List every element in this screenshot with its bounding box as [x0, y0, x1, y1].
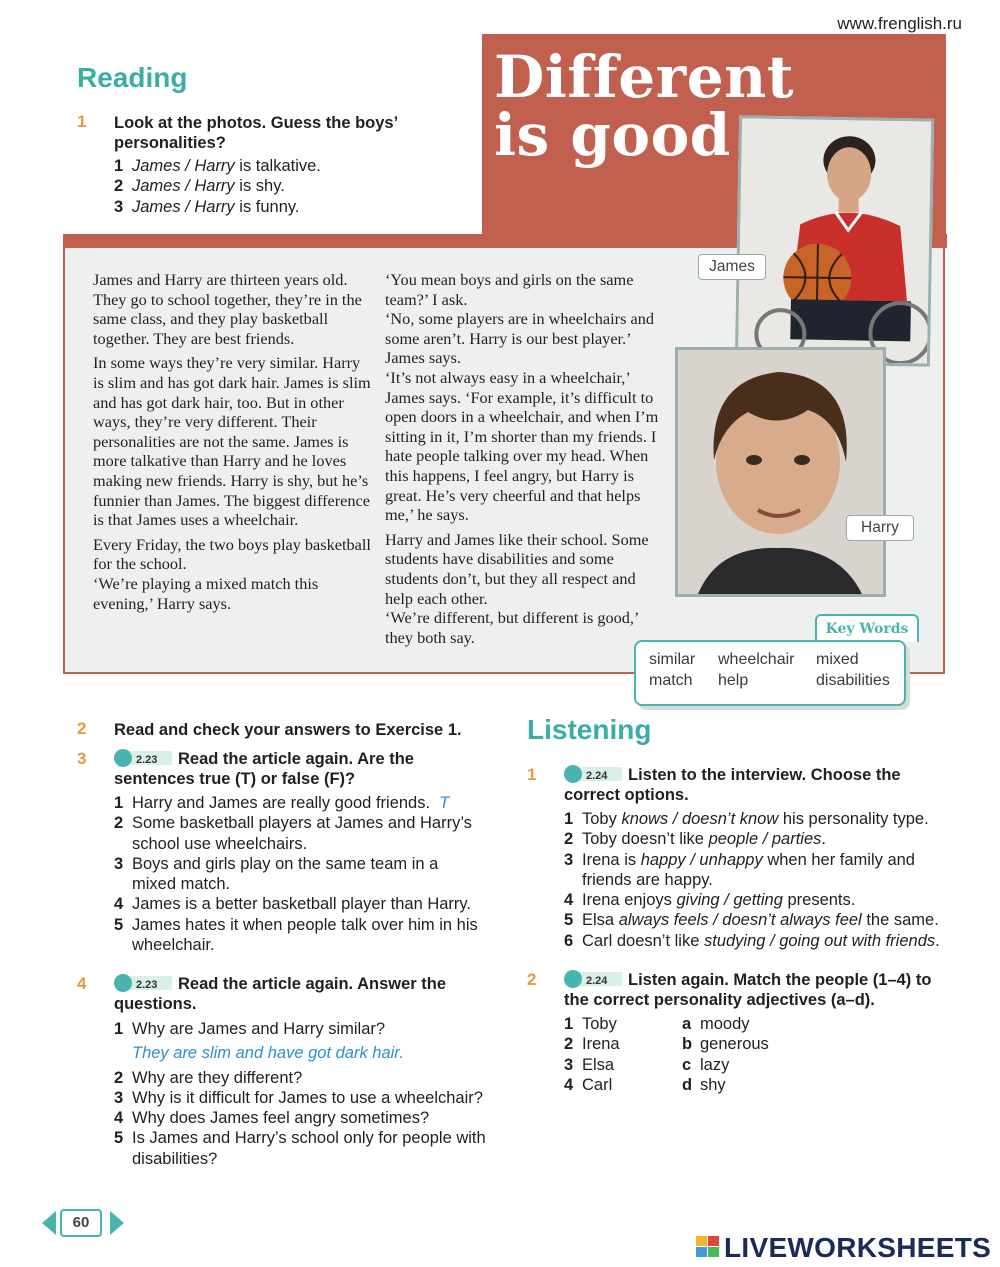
- list-item: 1 Toby knows / doesn’t know his personality type.: [564, 810, 929, 828]
- key-word: help: [718, 672, 749, 689]
- exercise-3-list: [114, 793, 484, 955]
- photo-label-harry: Harry: [846, 515, 914, 541]
- listening-heading: Listening: [527, 714, 652, 745]
- exercise-number: 4: [77, 974, 87, 993]
- list-item: 1 Toby: [564, 1015, 617, 1033]
- list-item: 3 Boys and girls play on the same team in a mixed match.: [114, 854, 439, 894]
- list-item: 3 Irena is happy / unhappy when her family and friends are happy.: [564, 850, 915, 889]
- list-item: 5 James hates it when people talk over him in his wheelchair.: [114, 915, 478, 955]
- exercise-3-instruction: 2.23 Read the article again. Are the sentences true (T) or false (F)?: [114, 750, 414, 788]
- play-icon: [564, 765, 582, 783]
- list-item: 1 Harry and James are really good friends. T: [114, 794, 450, 812]
- list-item: 2 Irena: [564, 1035, 620, 1054]
- reading-heading: Reading: [77, 62, 188, 93]
- list-item: b generous: [682, 1035, 769, 1054]
- article-column-2: [385, 270, 663, 652]
- exercise-number: 2: [77, 719, 87, 738]
- key-word: wheelchair: [718, 651, 795, 668]
- boy-in-wheelchair-illustration: [738, 118, 931, 363]
- answer-field[interactable]: T: [439, 794, 450, 812]
- list-item: 2 Some basketball players at James and Harry’s school use wheelchairs.: [114, 814, 472, 853]
- photo-label-james: James: [698, 254, 766, 280]
- boy-portrait-illustration: [678, 350, 883, 594]
- list-item: 6 Carl doesn’t like studying / going out with friends.: [564, 931, 940, 950]
- article-paragraph: Harry and James like their school. Some students have disabilities and some students don’t, but they all respect and help each other. ‘We’re different, but different is good,’ they both say.: [385, 529, 649, 647]
- page-number: 60: [60, 1209, 102, 1237]
- listening-1-instruction: 2.24 Listen to the interview. Choose the correct options.: [564, 766, 901, 804]
- option-choice[interactable]: James / Harry: [132, 157, 235, 175]
- audio-track-button[interactable]: 2.24: [564, 970, 622, 988]
- exercise-1-list: [114, 156, 444, 217]
- exercise-number: 3: [77, 749, 87, 768]
- option-choice[interactable]: James / Harry: [132, 177, 235, 196]
- liveworksheets-logo-icon: [696, 1236, 720, 1258]
- listening-1-list: [564, 809, 944, 951]
- option-choice[interactable]: knows / doesn’t know: [621, 810, 779, 828]
- list-item: 4 James is a better basketball player than Harry.: [114, 895, 472, 914]
- james-photo: [735, 115, 934, 366]
- list-item: c lazy: [682, 1055, 730, 1074]
- exercise-number: 1: [77, 112, 87, 131]
- list-item: 3 Elsa: [564, 1055, 615, 1074]
- exercise-instruction: Read and check your answers to Exercise 1.: [114, 721, 462, 739]
- article-title-line1: Different: [494, 43, 795, 111]
- list-item: 4 Why does James feel angry sometimes?: [114, 1109, 430, 1128]
- audio-track-button[interactable]: 2.23: [114, 749, 172, 767]
- harry-photo: [675, 347, 886, 597]
- key-word: disabilities: [816, 672, 890, 689]
- article-paragraph: Every Friday, the two boys play basketball for the school. ‘We’re playing a mixed match this evening,’ Harry says.: [93, 534, 371, 613]
- key-word: mixed: [816, 651, 859, 668]
- article-title-line2: is good: [494, 101, 731, 169]
- list-item: 3 James / Harry is funny.: [114, 197, 300, 216]
- list-item: 4 Carl: [564, 1075, 613, 1094]
- exercise-4-list: [114, 1019, 494, 1169]
- option-choice[interactable]: studying / going out with friends: [703, 931, 936, 950]
- adjectives-list: [682, 1014, 822, 1095]
- next-page-icon[interactable]: [108, 1210, 126, 1236]
- list-item: 2 Toby doesn’t like people / parties.: [564, 830, 826, 849]
- list-item: 1 Why are James and Harry similar?: [114, 1020, 386, 1038]
- listening-2-instruction: 2.24 Listen again. Match the people (1–4) to the correct personality adjectives (a–d).: [564, 971, 932, 1009]
- audio-track-button[interactable]: 2.24: [564, 765, 622, 783]
- option-choice[interactable]: people / parties: [708, 830, 822, 849]
- option-choice[interactable]: giving / getting: [676, 891, 783, 910]
- list-item: 1 James / Harry is talkative.: [114, 157, 321, 175]
- list-item: 5 Is James and Harry’s school only for people with disabilities?: [114, 1129, 486, 1168]
- brand-name: LIVEWORKSHEETS: [724, 1232, 992, 1263]
- key-words-box: [634, 640, 906, 706]
- article-paragraph: ‘You mean boys and girls on the same team?’ I ask. ‘No, some players are in wheelchairs and some aren’t. Harry is our best player.’ James says. ‘It’s not always easy in a wheelchair,’ James says. ‘For example, it’s difficult to open doors in a wheelchair, and when I’m sitting in it, I’m shorter than my friends. I hate people talking over my head. When this happens, I feel angry, but Harry is great. He’s very cheerful and that helps me,’ he says.: [385, 270, 659, 525]
- exercise-instruction: Look at the photos. Guess the boys’ personalities?: [114, 114, 398, 152]
- option-choice[interactable]: always feels / doesn’t always feel: [618, 911, 862, 930]
- article-paragraph: In some ways they’re very similar. Harry is slim and has got dark hair. James is slim and has got dark hair, too. But in other ways, they’re very different. Their personalities are not the same. James is more talkative than Harry and he loves making new friends. Harry is shy, but he’s funnier than James. The biggest difference is that James uses a wheelchair.: [93, 353, 371, 530]
- answer-field[interactable]: They are slim and have got dark hair.: [132, 1044, 404, 1063]
- key-word: similar: [649, 651, 696, 668]
- play-icon: [114, 749, 132, 767]
- article-column-1: [93, 270, 371, 618]
- previous-page-icon[interactable]: [40, 1210, 58, 1236]
- exercise-4-instruction: 2.23 Read the article again. Answer the questions.: [114, 975, 447, 1013]
- option-choice[interactable]: happy / unhappy: [640, 850, 763, 869]
- audio-track-button[interactable]: 2.23: [114, 974, 172, 992]
- exercise-number: 1: [527, 765, 537, 784]
- option-choice[interactable]: James / Harry: [132, 197, 235, 216]
- people-list: [564, 1014, 674, 1095]
- list-item: a moody: [682, 1015, 750, 1033]
- play-icon: [114, 974, 132, 992]
- list-item: d shy: [682, 1075, 726, 1094]
- list-item: 2 Why are they different?: [114, 1068, 303, 1087]
- list-item: 5 Elsa always feels / doesn’t always feel the same.: [564, 911, 939, 930]
- site-url: www.frenglish.ru: [837, 14, 962, 33]
- exercise-number: 2: [527, 970, 537, 989]
- list-item: [114, 1039, 494, 1067]
- article-paragraph: James and Harry are thirteen years old. They go to school together, they’re in the same class, and they play basketball together. They are best friends.: [93, 270, 362, 348]
- list-item: 3 Why is it difficult for James to use a wheelchair?: [114, 1088, 483, 1107]
- play-icon: [564, 970, 582, 988]
- list-item: 2 James / Harry is shy.: [114, 177, 285, 196]
- list-item: 4 Irena enjoys giving / getting presents.: [564, 891, 856, 910]
- key-words-title: Key Words: [815, 614, 919, 642]
- key-word: match: [649, 672, 693, 689]
